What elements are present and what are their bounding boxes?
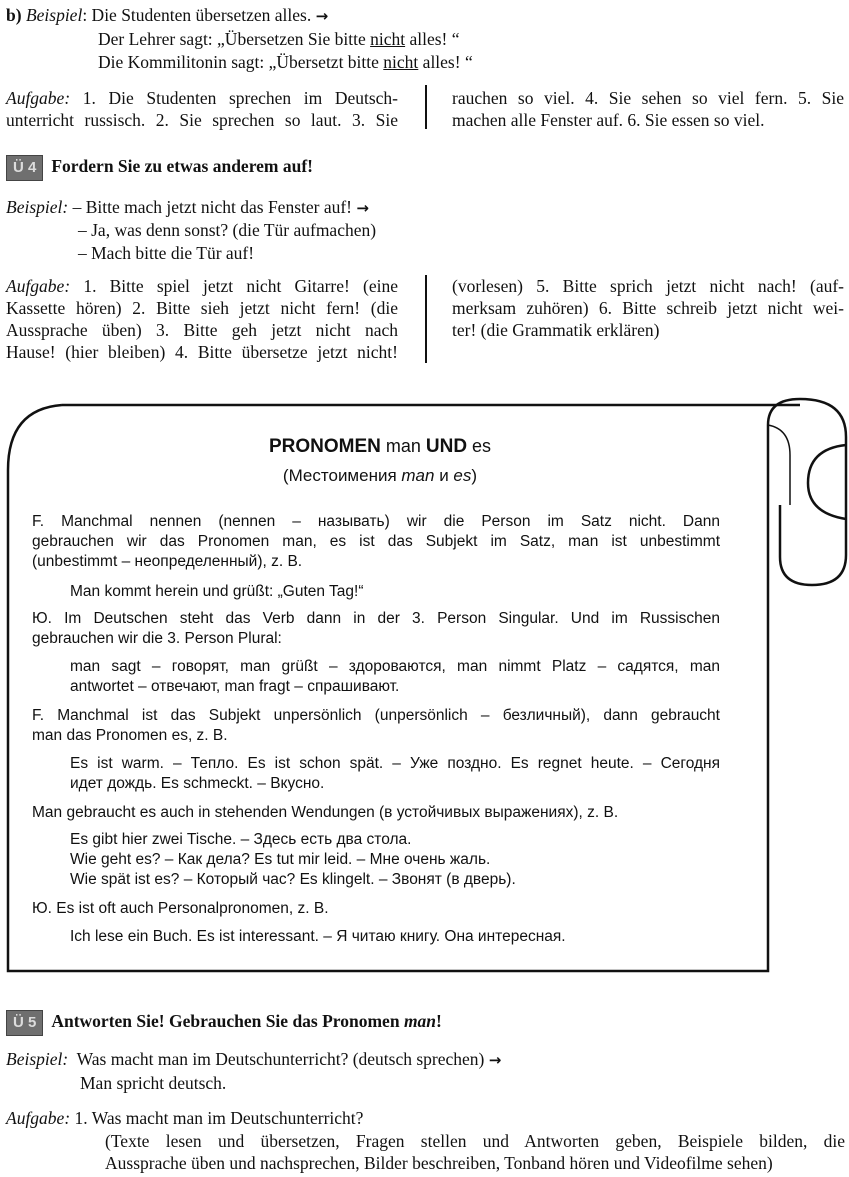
line3-pre: Die Kommilitonin sagt: „Übersetzt bitte [98, 52, 384, 72]
beispiel-label: Beispiel [25, 5, 83, 25]
example-line: antwortet – отвечают, man fragt – спрашивают. [70, 678, 400, 695]
beispiel-label: Beispiel: [6, 1049, 69, 1069]
paragraph-line: (unbestimmt – неопределенный), z. B. [32, 553, 303, 570]
b-example-line1 [6, 4, 328, 27]
example-line: man sagt – говорят, man grüßt – здороваются, man nimmt Platz – садятся, man [70, 658, 720, 675]
b-example-text: : Die Studenten übersetzen alles. [82, 5, 312, 25]
title-part: PRONOMEN [268, 436, 381, 457]
u5-hint-line: (Texte lesen und übersetzen, Fragen stellen und Antworten geben, Beispiele bilden, die [105, 1131, 845, 1151]
u4-right-line: (vorlesen) 5. Bitte sprich jetzt nicht nach! (auf- [452, 276, 844, 296]
example-line: Es gibt hier zwei Tische. – Здесь есть два стола. [70, 831, 412, 848]
u4-left-line: 1. Bitte spiel jetzt nicht Gitarre! (eine [83, 276, 399, 296]
u4-right-line: ter! (die Grammatik erklären) [452, 320, 660, 340]
paragraph-line: F. Manchmal ist das Subjekt unpersönlich (unpersönlich – безличный), dann gebraucht [32, 707, 720, 724]
line3-post: alles! “ [418, 52, 473, 72]
column-divider [425, 275, 427, 363]
u4-left-line: Aussprache üben) 3. Bitte geh jetzt nicht nach [6, 320, 398, 340]
u4-beispiel-line1 [6, 196, 369, 219]
scroll-paragraph-4: Man gebraucht es auch in stehenden Wendungen (в устойчивых выражениях), z. B. [32, 804, 619, 821]
u5-aufgabe-text: 1. Was macht man im Deutschunterricht? [74, 1108, 364, 1128]
scroll-paragraph-1 [32, 512, 720, 572]
line3-nicht: nicht [383, 52, 419, 72]
subtitle-part: (Местоимения [282, 466, 402, 485]
u4-title: Fordern Sie zu etwas anderem auf! [51, 156, 313, 177]
example-line: Wie geht es? – Как дела? Es tut mir leid. – Мне очень жаль. [70, 851, 491, 868]
b-label: b) [6, 5, 22, 25]
u5-beispiel-line2: Man spricht deutsch. [80, 1073, 227, 1093]
u4-aufgabe-right [452, 275, 844, 341]
line2-post: alles! “ [405, 29, 460, 49]
u5-beispiel-text: Was macht man im Deutschunterricht? (deutsch sprechen) [76, 1049, 485, 1069]
scroll-paragraph-3 [32, 706, 720, 746]
paragraph-line: Ю. Im Deutschen steht das Verb dann in der 3. Person Singular. Und im Russischen [32, 610, 720, 627]
subtitle-part: es [453, 466, 472, 485]
paragraph-line: F. Manchmal nennen (nennen – называть) wir die Person im Satz nicht. Dann [32, 513, 720, 530]
u4-left-line: Hause! (hier bleiben) 4. Bitte übersetze jetzt nicht! [6, 342, 398, 362]
arrow-icon: → [356, 199, 369, 217]
u5-aufgabe-hints [105, 1130, 845, 1174]
u4-beispiel-line2: – Ja, was denn sonst? (die Tür aufmachen) [78, 220, 377, 240]
title-part: UND [425, 436, 468, 457]
aufgabe1-left-line: unterricht russisch. 2. Sie sprechen so laut. 3. Sie [6, 110, 398, 130]
u5-heading [6, 1010, 442, 1036]
b-example-line2 [98, 28, 460, 50]
u5-beispiel-line1 [6, 1048, 501, 1071]
title-part: man [380, 436, 426, 456]
subtitle-part: и [434, 466, 454, 485]
u4-right-line: merksam zuhören) 6. Bitte schreib jetzt nicht wei- [452, 298, 844, 318]
u4-left-line: Kassette hören) 2. Bitte sieh jetzt nicht fern! (die [6, 298, 398, 318]
aufgabe1-right-line: rauchen so viel. 4. Sie sehen so viel fern. 5. Sie [452, 88, 844, 108]
arrow-icon: → [488, 1051, 502, 1069]
line2-pre: Der Lehrer sagt: „Übersetzen Sie bitte [98, 29, 371, 49]
example-5: Ich lese ein Buch. Es ist interessant. – Я читаю книгу. Она интересная. [70, 928, 566, 945]
aufgabe-label: Aufgabe: [6, 1108, 71, 1128]
aufgabe1-right-line: machen alle Fenster auf. 6. Sie essen so viel. [452, 110, 765, 130]
example-1: Man kommt herein und grüßt: „Guten Tag!“ [70, 583, 364, 600]
paragraph-line: gebrauchen wir die 3. Person Plural: [32, 630, 282, 647]
aufgabe-label: Aufgabe: [6, 276, 71, 296]
example-line: идет дождь. Es schmeckt. – Вкусно. [70, 775, 325, 792]
u4-heading [6, 155, 313, 181]
aufgabe1-right [452, 87, 844, 131]
column-divider [425, 85, 427, 129]
example-4 [70, 830, 516, 890]
aufgabe-label: Aufgabe: [6, 88, 71, 108]
aufgabe1-left-line: 1. Die Studenten sprechen im Deutsch- [82, 88, 398, 108]
scroll-paragraph-2 [32, 609, 720, 649]
u4-aufgabe-left [6, 275, 398, 363]
subtitle-part: man [401, 466, 435, 485]
title-part: es [467, 436, 492, 456]
example-2 [70, 657, 720, 697]
u5-hint-line: Aussprache üben und nachsprechen, Bilder beschreiben, Tonband hören und Videofilme sehen) [105, 1153, 773, 1173]
u4-beispiel-line3: – Mach bitte die Tür auf! [78, 243, 255, 263]
arrow-icon: → [315, 7, 329, 25]
paragraph-line: gebrauchen wir das Pronomen man, es ist das Subjekt im Satz, man ist unbestimmt [32, 533, 720, 550]
paragraph-line: man das Pronomen es, z. B. [32, 727, 228, 744]
beispiel-label: Beispiel: [6, 197, 69, 217]
u5-title-man: man [403, 1011, 437, 1032]
u5-badge: Ü 5 [6, 1010, 43, 1036]
b-example-line3 [98, 51, 473, 73]
aufgabe1-left [6, 87, 398, 131]
subtitle-part: ) [471, 466, 478, 485]
scroll-paragraph-5: Ю. Es ist oft auch Personalpronomen, z. B. [32, 900, 329, 917]
u5-title-end: ! [436, 1011, 442, 1032]
scroll-subtitle [0, 466, 760, 486]
u4-badge: Ü 4 [6, 155, 43, 181]
u5-aufgabe-line1 [6, 1107, 363, 1129]
line2-nicht: nicht [370, 29, 406, 49]
u5-title: Antworten Sie! Gebrauchen Sie das Pronomen [51, 1011, 404, 1032]
example-line: Wie spät ist es? – Который час? Es klingelt. – Звонят (в дверь). [70, 871, 516, 888]
example-3 [70, 754, 720, 794]
u4-beispiel-text: – Bitte mach jetzt nicht das Fenster auf! [72, 197, 353, 217]
scroll-title [0, 436, 760, 458]
example-line: Es ist warm. – Тепло. Es ist schon spät. – Уже поздно. Es regnet heute. – Сегодня [70, 755, 720, 772]
